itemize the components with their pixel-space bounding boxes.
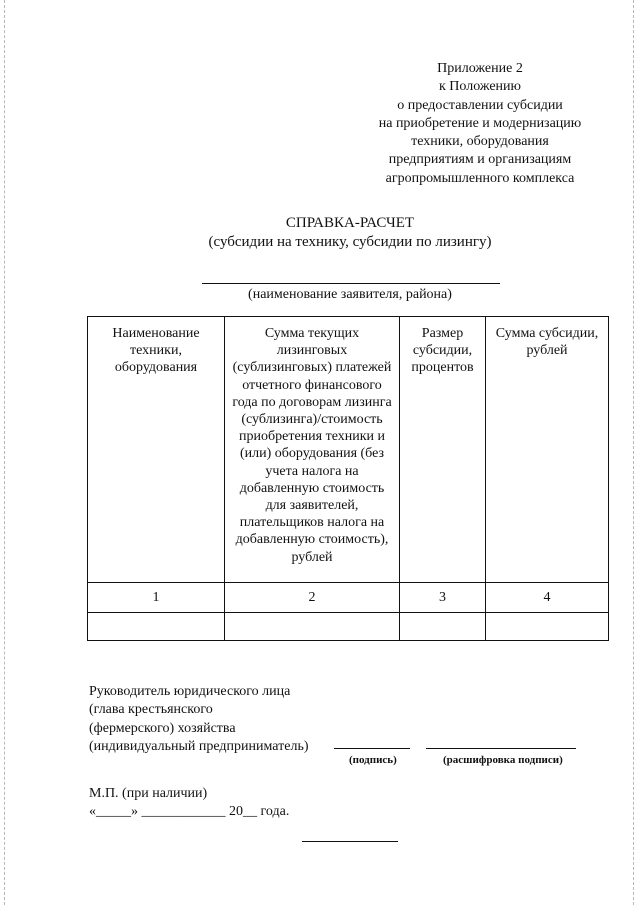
bottom-divider xyxy=(302,841,398,842)
appendix-line: Приложение 2 xyxy=(437,61,523,76)
appendix-line: техники, оборудования xyxy=(411,134,549,150)
table-cell-percent[interactable] xyxy=(400,613,486,641)
right-margin-cut-line xyxy=(633,0,634,905)
signature-field[interactable] xyxy=(334,748,410,749)
appendix-line: о предоставлении субсидии xyxy=(397,97,563,113)
appendix-line: агропромышленного комплекса xyxy=(385,170,575,186)
signature-decoding-field[interactable] xyxy=(426,748,576,749)
appendix-header xyxy=(330,60,630,188)
decoding-caption: (расшифровка подписи) xyxy=(443,754,563,766)
calculation-table xyxy=(87,316,609,641)
table-cell-amount[interactable] xyxy=(486,613,609,641)
header-leasing-payments: Сумма текущих лизинговых (сублизинговых) платежей отчетного финансового года по договорам лизинга (сублизинга)/стоимость приобретения техники и (или) оборудования (без учета налога на добавленную стоимость для заявителей, плательщиков налога на добавленную стоимость), рублей xyxy=(225,317,400,583)
signer-block xyxy=(89,683,309,756)
document-title: СПРАВКА-РАСЧЕТ xyxy=(285,215,415,231)
header-subsidy-percent: Размер субсидии, процентов xyxy=(400,317,486,583)
signature-caption: (подпись) xyxy=(349,754,397,766)
table-cell-payments[interactable] xyxy=(225,613,400,641)
header-subsidy-amount: Сумма субсидии, рублей xyxy=(486,317,609,583)
signer-line: (индивидуальный предприниматель) xyxy=(89,738,309,754)
appendix-line: на приобретение и модернизацию xyxy=(378,115,582,131)
signer-line: (фермерского) хозяйства xyxy=(89,720,236,736)
header-equipment-name: Наименование техники, оборудования xyxy=(88,317,225,583)
column-number-row xyxy=(88,583,609,613)
date-field[interactable]: «_____» ____________ 20__ года. xyxy=(89,804,290,819)
applicant-name-field[interactable] xyxy=(202,283,500,284)
table-header-row xyxy=(88,317,609,583)
column-number: 2 xyxy=(225,583,400,613)
column-number: 4 xyxy=(486,583,609,613)
stamp-text: М.П. (при наличии) xyxy=(89,786,208,801)
table-cell-equipment[interactable] xyxy=(88,613,225,641)
table-row xyxy=(88,613,609,641)
column-number: 1 xyxy=(88,583,225,613)
appendix-line: предприятиям и организациям xyxy=(388,152,572,168)
column-number: 3 xyxy=(400,583,486,613)
applicant-caption: (наименование заявителя, района) xyxy=(248,287,452,302)
appendix-line: к Положению xyxy=(438,79,521,95)
signer-line: (глава крестьянского xyxy=(89,702,213,718)
left-margin-cut-line xyxy=(4,0,5,905)
document-subtitle: (субсидии на технику, субсидии по лизингу) xyxy=(208,234,492,250)
signer-line: Руководитель юридического лица xyxy=(89,684,291,699)
